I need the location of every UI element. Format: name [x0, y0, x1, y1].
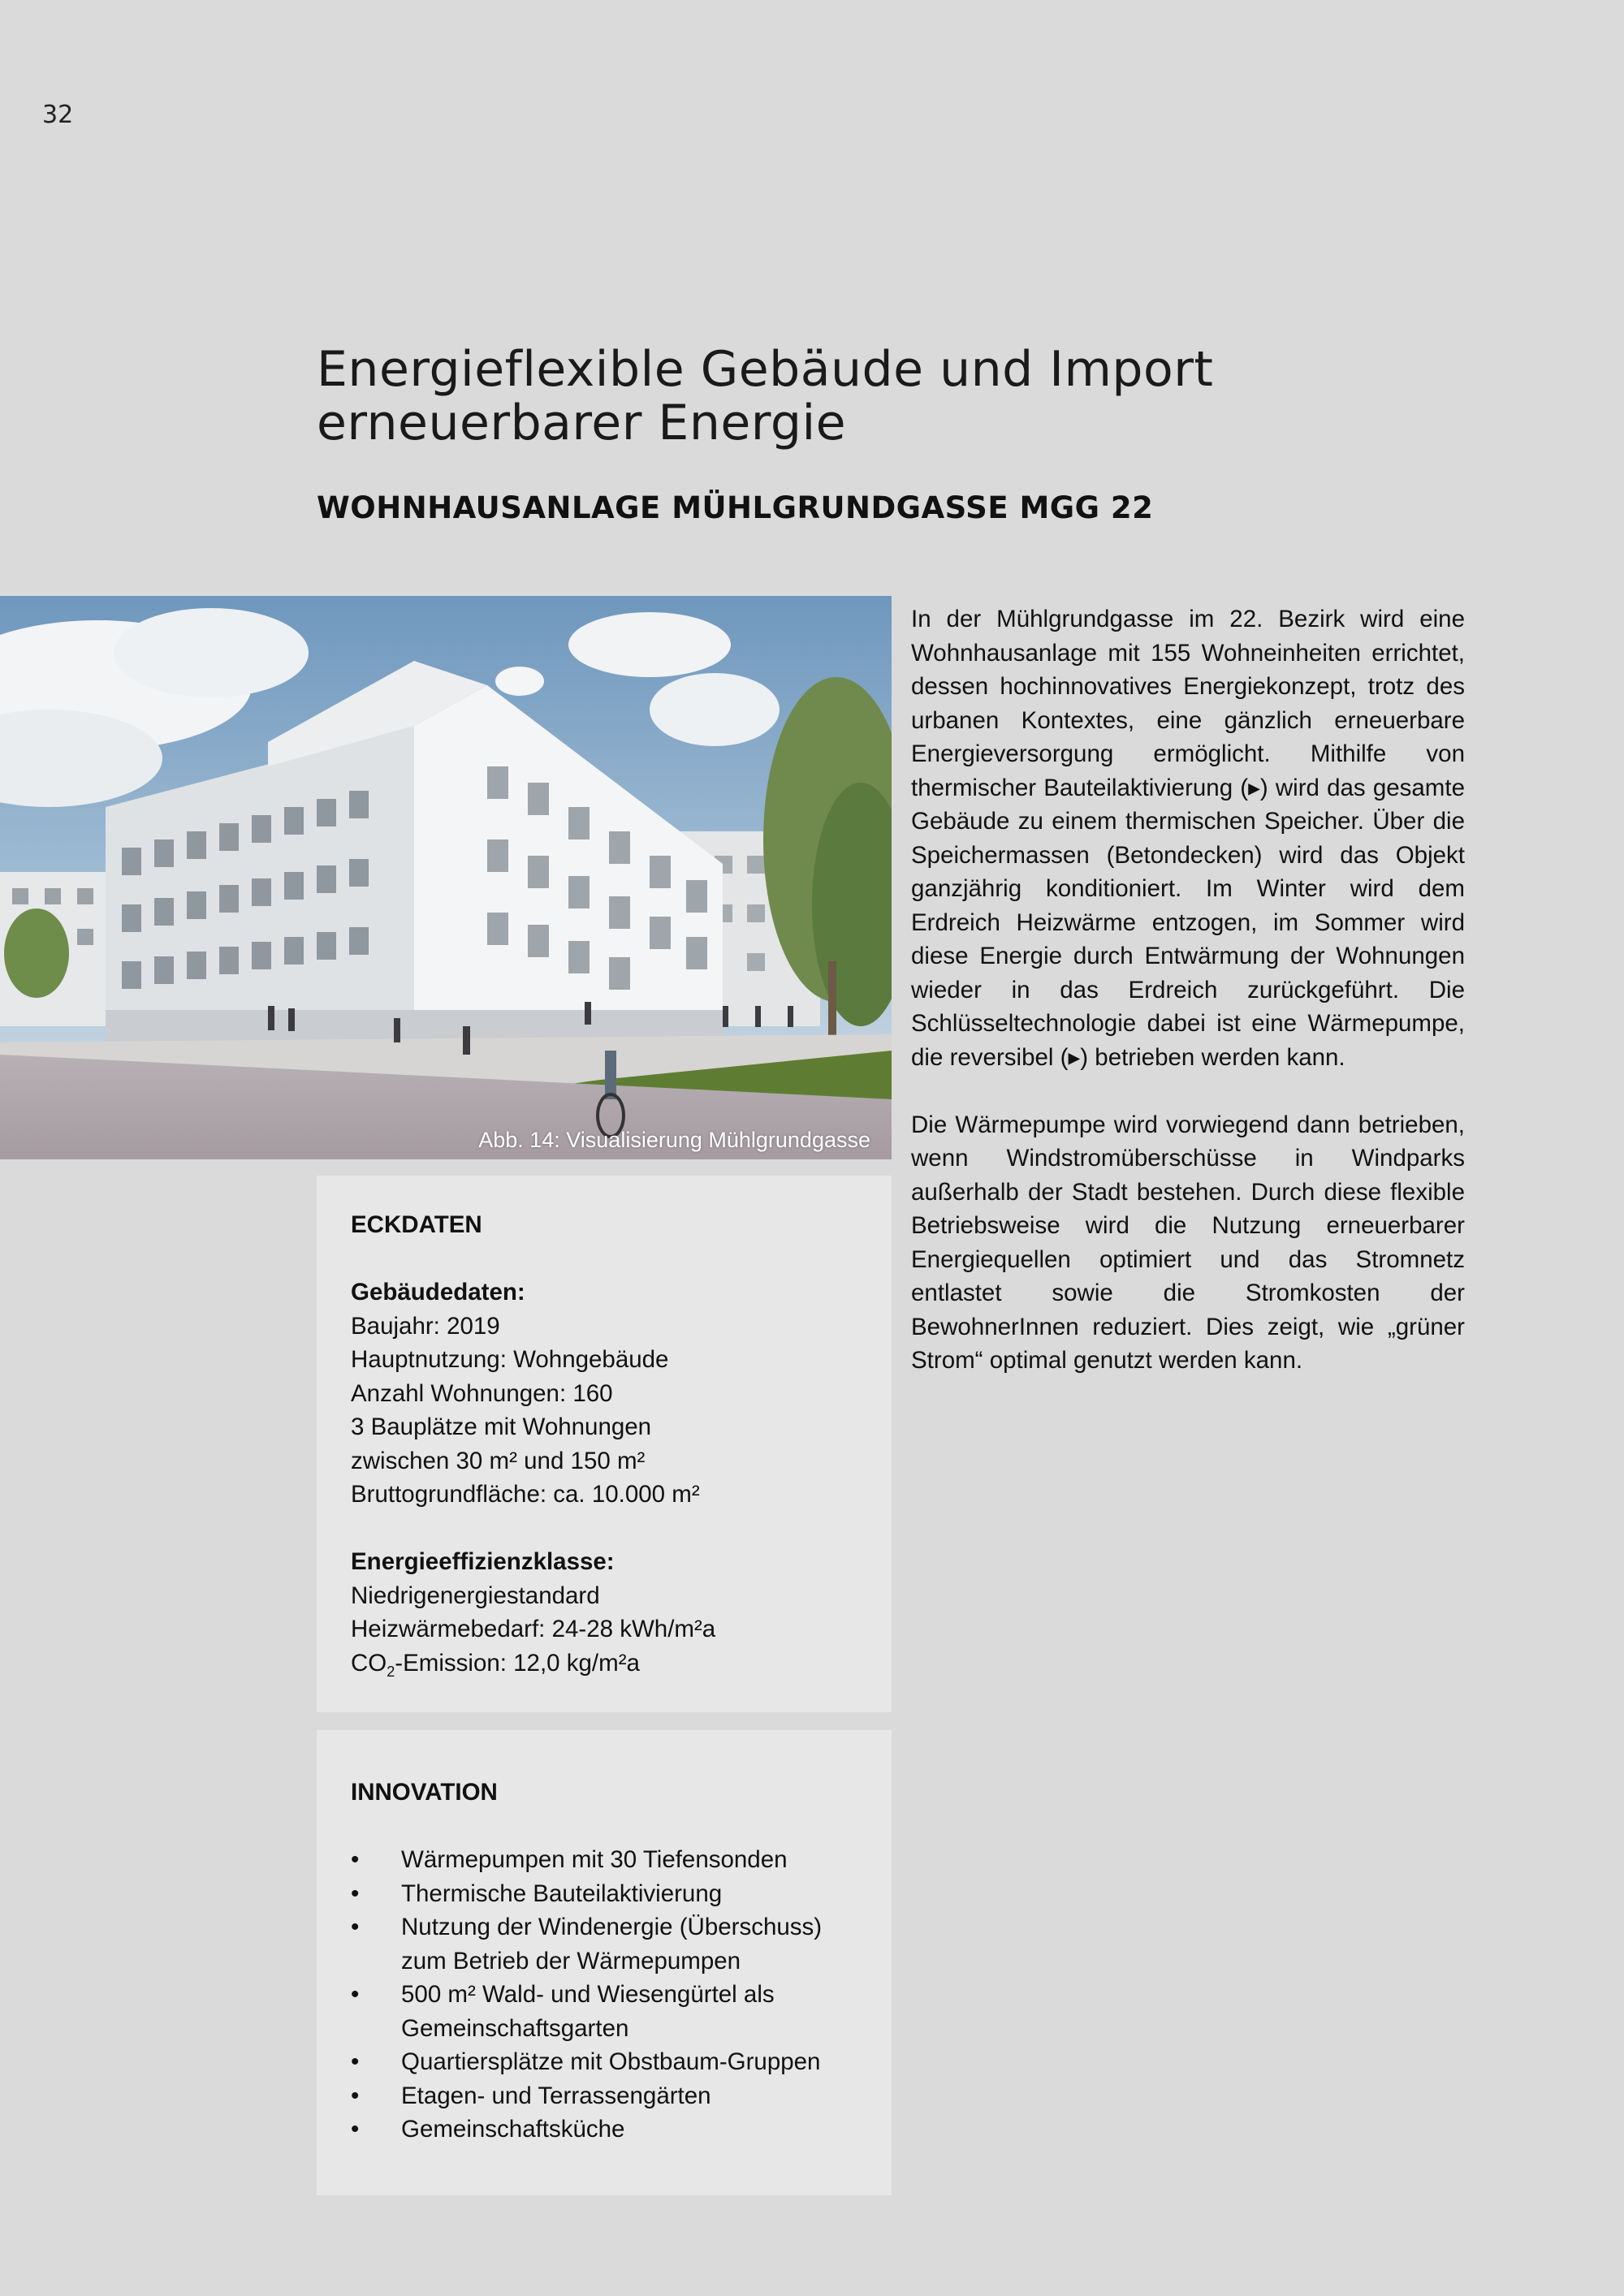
- title-line-1: Energieflexible Gebäude und Import: [317, 341, 1214, 398]
- page-title: [317, 343, 1291, 450]
- list-item: • Nutzung der Windenergie (Überschuss) zum Betrieb der Wärmepumpen: [351, 1910, 857, 1978]
- fact-line: zwischen 30 m² und 150 m²: [351, 1447, 646, 1474]
- fact-line: Niedrigenergiestandard: [351, 1582, 600, 1609]
- title-line-2: erneuerbarer Energie: [317, 395, 847, 451]
- list-item: • Gemeinschaftsküche: [351, 2113, 857, 2147]
- list-item: • 500 m² Wald- und Wiesengürtel als Gemeinschaftsgarten: [351, 1978, 857, 2045]
- fact-line: Heizwärmebedarf: 24-28 kWh/m²a: [351, 1616, 716, 1642]
- body-paragraph: In der Mühlgrundgasse im 22. Bezirk wird eine Wohnhausanlage mit 155 Wohneinheiten errichtet, dessen hochinnovatives Energiekonzept, trotz des urbanen Kontextes, eine gänzlich erneuerbare Energieversorgung ermöglicht. Mithilfe von thermischer Bauteilaktivierung (▸) wird das gesamte Gebäude zu einem thermischen Speicher. Über die Speichermassen (Betondecken) wird das Objekt ganzjährig konditioniert. Im Winter wird dem Erdreich Heizwärme entzogen, im Sommer wird diese Energie durch Entwärmung der Wohnungen wieder in das Erdreich zurückgeführt. Die Schlüsseltechnologie dabei ist eine Wärmepumpe, die reversibel (▸) betrieben werden kann.: [911, 606, 1465, 1071]
- fact-line: Anzahl Wohnungen: 160: [351, 1379, 613, 1407]
- key-facts-heading: ECKDATEN: [351, 1211, 482, 1238]
- body-text: [911, 602, 1465, 1411]
- list-item: • Etagen- und Terrassengärten: [351, 2079, 857, 2113]
- innovation-heading: INNOVATION: [351, 1779, 498, 1806]
- co2-subscript: 2: [387, 1663, 395, 1680]
- fact-line: Hauptnutzung: Wohngebäude: [351, 1346, 669, 1373]
- energy-class-group: [351, 1545, 857, 1680]
- image-caption: Abb. 14: Visualisierung Mühlgrundgasse: [478, 1128, 870, 1152]
- fact-line: Baujahr: 2019: [351, 1312, 500, 1340]
- fact-line: 3 Bauplätze mit Wohnungen: [351, 1413, 652, 1440]
- body-paragraph: Die Wärmepumpe wird vorwiegend dann betrieben, wenn Windstromüberschüsse in Windparks außerhalb der Stadt bestehen. Durch diese flexible Betriebsweise wird die Nutzung erneuerbarer Energiequellen optimiert und das Stromnetz entlastet sowie die Stromkosten der BewohnerInnen reduziert. Dies zeigt, wie „grüner Strom“ optimal genutzt werden kann.: [911, 1111, 1465, 1374]
- innovation-box: [317, 1730, 892, 2195]
- key-facts-box: [317, 1176, 892, 1712]
- fact-line: Bruttogrundfläche: ca. 10.000 m²: [351, 1481, 700, 1508]
- building-illustration: [0, 596, 892, 1159]
- innovation-list: [351, 1843, 857, 2147]
- energy-class-title: Energieeffizienzklasse:: [351, 1548, 615, 1575]
- page-number: 32: [42, 101, 74, 129]
- list-item: • Thermische Bauteilaktivierung: [351, 1877, 857, 1911]
- co2-emission-line: [351, 1646, 857, 1681]
- co2-prefix: CO: [351, 1649, 387, 1677]
- co2-suffix: -Emission: 12,0 kg/m²a: [395, 1649, 640, 1677]
- list-item: • Quartiersplätze mit Obstbaum-Gruppen: [351, 2045, 857, 2079]
- building-data-title: Gebäudedaten:: [351, 1279, 525, 1306]
- project-subtitle: WOHNHAUSANLAGE MÜHLGRUNDGASSE MGG 22: [317, 490, 1154, 525]
- building-data-group: [351, 1275, 857, 1512]
- building-visualization-image: [0, 596, 892, 1159]
- list-item: • Wärmepumpen mit 30 Tiefensonden: [351, 1843, 857, 1877]
